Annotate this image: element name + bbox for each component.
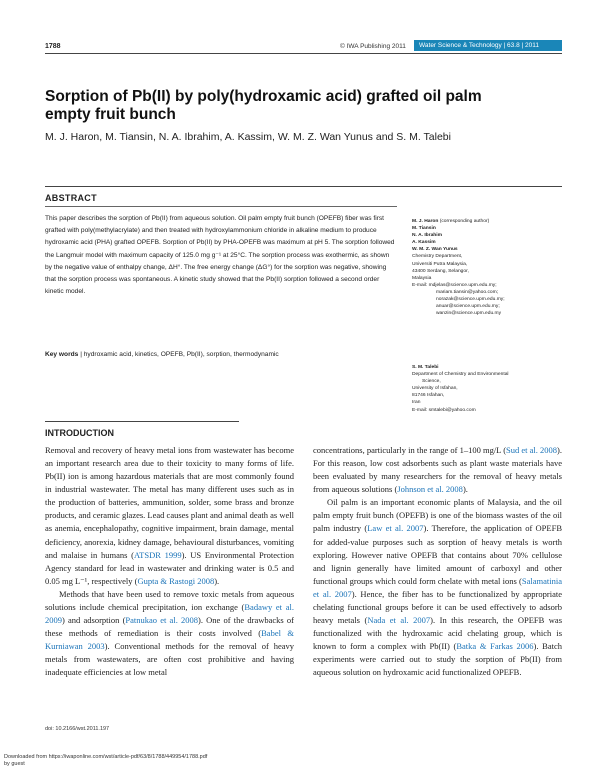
aff-address-line: Malaysia — [412, 275, 432, 281]
paragraph: Methods that have been used to remove toxic metals from aqueous solutions include chemical precipitation, ion exchange (Badawy et al. 2009) and adsorption (Patnukao et al. 2008). One of the drawbacks of these methods of remediation is their costs involved (Babel & Kurniawan 2003). Conventional methods for the removal of heavy metals from wastewaters, are often cost prohibitive and having inadequate efficiencies at low metal — [45, 588, 294, 678]
article-title: Sorption of Pb(II) by poly(hydroxamic acid) grafted oil palm empty fruit bunch — [45, 88, 482, 123]
keywords-line — [45, 350, 397, 360]
aff-email-line: E-mail: smtalebi@yahoo.com — [412, 407, 476, 413]
abstract-text: This paper describes the sorption of Pb(II) from aqueous solution. Oil palm empty fruit bunch (OPEFB) fiber was first grafted with poly(methylacrylate) and then treated with hydroxylammonium chloride in alkaline medium to produce hydroxamic acid (PHA) grafted OPEFB. Sorption of Pb(II) by PHA-OPEFB was maximum at pH 5. The sorption followed the Langmuir model with maximum capacity of 125.0 mg g⁻¹ at 25°C. The sorption process was exothermic, as shown by the negative value of enthalpy change, ΔH°. The free energy change (ΔG°) for the sorption was negative, showing that the sorption process was spontaneous. A kinetic study showed that the Pb(II) sorption followed a second order kinetic model. — [45, 215, 395, 296]
keywords-list: | hydroxamic acid, kinetics, OPEFB, Pb(II), sorption, thermodynamic — [80, 351, 279, 358]
introduction-rule — [45, 421, 239, 422]
publisher-line: © IWA Publishing 2011 — [340, 43, 406, 50]
aff-author-name: M. J. Haron — [412, 219, 439, 224]
aff-author-name: M. Tiansin — [412, 226, 436, 232]
download-line: Downloaded from https://iwaponline.com/wst/article-pdf/63/8/1788/449954/1788.pdf — [4, 754, 208, 760]
keywords-label: Key words — [45, 351, 79, 358]
aff-author-name: S. M. Talebi — [412, 365, 439, 370]
header-rule — [45, 53, 562, 54]
body-column-right — [313, 444, 562, 679]
citation-link[interactable]: Sud et al. 2008 — [506, 445, 558, 455]
aff-address-line: Iran — [412, 400, 421, 406]
corresponding-note: (corresponding author) — [438, 219, 490, 224]
author-list: M. J. Haron, M. Tiansin, N. A. Ibrahim, A. Kassim, W. M. Z. Wan Yunus and S. M. Talebi — [45, 131, 451, 143]
download-footer — [4, 754, 207, 768]
citation-link[interactable]: Batka & Farkas 2006 — [456, 641, 534, 652]
aff-address-line: 43400 Serdang, Selangor, — [412, 268, 469, 274]
aff-address-line: Department of Chemistry and Environmental — [412, 372, 509, 378]
aff-email-line: norazak@science.upm.edu.my; — [436, 297, 505, 303]
citation-link[interactable]: Babel & Kurniawan 2003 — [45, 628, 294, 652]
aff-address-line: Universiti Putra Malaysia, — [412, 261, 468, 267]
aff-address-line: University of Isfahan, — [412, 386, 458, 392]
body-column-left — [45, 444, 294, 679]
affiliation-block-1 — [412, 218, 562, 317]
citation-link[interactable]: Badawy et al. 2009 — [45, 601, 294, 626]
introduction-heading: INTRODUCTION — [45, 428, 114, 438]
aff-email-line: wanzin@science.upm.edu.my — [436, 311, 502, 317]
abstract-rule-bottom — [45, 206, 397, 207]
citation-link[interactable]: Nada et al. 2007 — [367, 615, 431, 626]
citation-link[interactable]: ATSDR 1999 — [133, 549, 182, 560]
aff-email-line: anuar@science.upm.edu.my; — [436, 304, 500, 310]
abstract-rule-top — [45, 186, 562, 187]
aff-email-line: E-mail: mdjelas@science.upm.edu.my; — [412, 282, 497, 288]
aff-author-name: N. A. Ibrahim — [412, 233, 442, 239]
download-line: by guest — [4, 761, 25, 767]
aff-author-name: A. Kassim — [412, 240, 436, 246]
paragraph: Removal and recovery of heavy metal ions from wastewater has become an important research area due to their toxicity to many forms of life. Pb(II) ion is among hazardous materials that are most commonly found in industrial wastewater. The metal has many different uses such as in the production of batteries, ammunition, solder, some brass and bronze products, and ceramic glazes. Lead causes plant and animal death as well as anemia, encephalopathy, cognitive impairment, brain damage, mental deficiency, anorexia, kidney damage, behavioural disturbances, vomiting and malaise in humans (ATSDR 1999). US Environmental Protection Agency standard for lead in wastewater and drinking water is 0.5 and 0.05 mg L⁻¹, respectively (Gupta & Rastogi 2008). — [45, 445, 294, 586]
aff-address-line: Science, — [422, 379, 441, 385]
aff-address-line: Chemistry Department, — [412, 254, 463, 260]
aff-author-name: W. M. Z. Wan Yunus — [412, 247, 458, 253]
citation-link[interactable]: Law et al. 2007 — [367, 523, 424, 534]
citation-link[interactable]: Gupta & Rastogi 2008 — [137, 575, 215, 586]
citation-link[interactable]: Salamatinia et al. 2007 — [313, 575, 562, 599]
aff-address-line: 81746 Isfahan, — [412, 393, 445, 399]
page-number: 1788 — [45, 43, 61, 50]
abstract-heading: ABSTRACT — [45, 193, 97, 203]
doi-line: doi: 10.2166/wst.2011.197 — [45, 726, 110, 732]
paragraph: concentrations, particularly in the range of 1–100 mg/L (Sud et al. 2008). For this reason, low cost adsorbents such as plant waste materials have been evaluated by many researchers for the removal of heavy metals from aqueous solutions (Johnson et al. 2008). — [313, 445, 563, 495]
affiliation-block-2 — [412, 364, 562, 414]
journal-banner: Water Science & Technology | 63.8 | 2011 — [414, 40, 562, 51]
citation-link[interactable]: Johnson et al. 2008 — [397, 484, 463, 495]
aff-email-line: mariam.tiansin@yahoo.com; — [436, 289, 499, 295]
citation-link[interactable]: Patnukao et al. 2008 — [125, 615, 199, 626]
paragraph: Oil palm is an important economic plants of Malaysia, and the oil palm empty fruit bunch (OPEFB) is one of the biomass wastes of the oil palm industry (Law et al. 2007). Therefore, the application of OPEFB for added-value purposes such as sorption of heavy metals is worth exploring. However native OPEFB that contains about 70% cellulose and lignin generally have limited amount of carboxyl and other functional groups which could form chelate with metal ions (Salamatinia et al. 2007). Hence, the fiber has to be functionalized by appropriate chelating functional groups before it can be used effectively to adsorb heavy metals (Nada et al. 2007). In this research, the OPEFB was functionalized with the hydroxamic acid chelating group, which is known to form a complex with Pb(II) (Batka & Farkas 2006). Batch experiments were carried out to study the sorption of Pb(II) from aqueous solution on hydroxamic acid functionalized OPEFB. — [313, 497, 562, 678]
